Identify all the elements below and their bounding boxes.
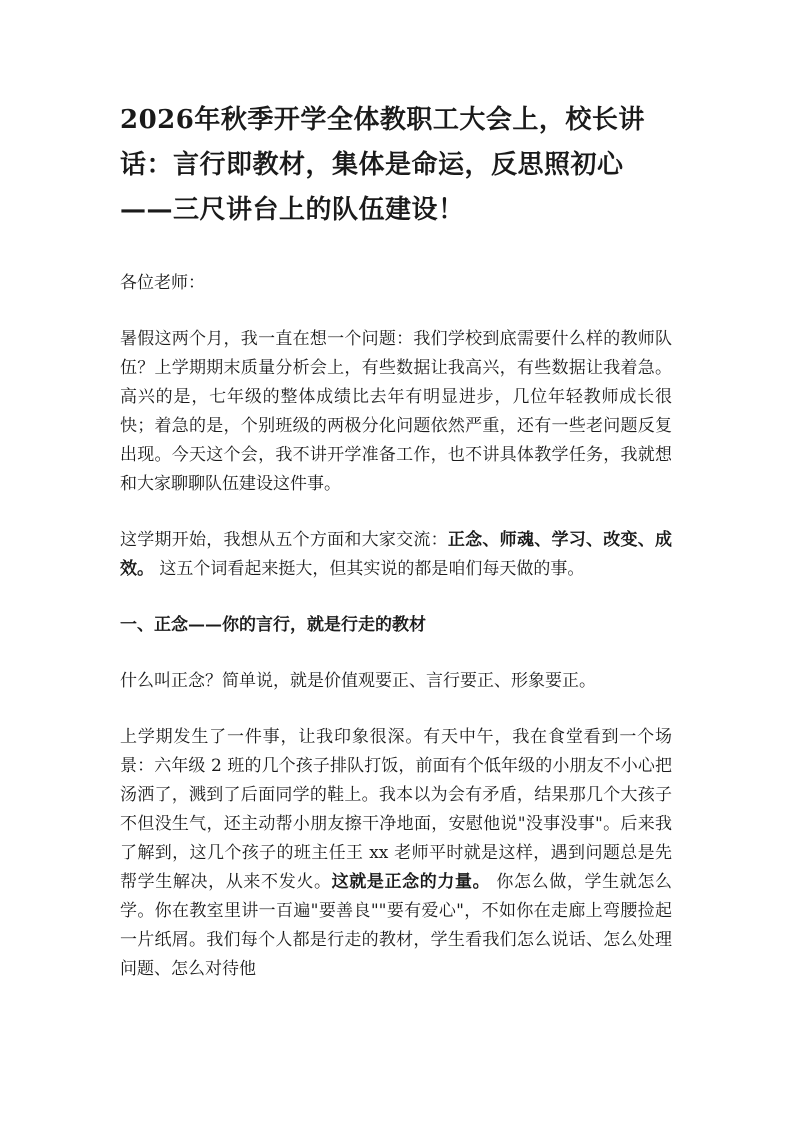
paragraph-text: 这五个词看起来挺大，但其实说的都是咱们每天做的事。 — [154, 559, 585, 579]
section-heading-1: 一、正念——你的言行，就是行走的教材 — [120, 615, 426, 635]
paragraph-five-aspects — [120, 526, 672, 584]
document-page — [120, 98, 672, 1011]
paragraph-intro: 暑假这两个月，我一直在想一个问题：我们学校到底需要什么样的教师队伍？上学期期末质量分析会上，有些数据让我高兴，有些数据让我着急。高兴的是，七年级的整体成绩比去年有明显进步，几位年轻教师成长很快；着急的是，个别班级的两极分化问题依然严重，还有一些老问题反复出现。今天这个会，我不讲开学准备工作，也不讲具体教学任务，我就想和大家聊聊队伍建设这件事。 — [120, 329, 672, 494]
paragraph-story — [120, 723, 672, 984]
paragraph-text: 你怎么做，学生就怎么学。你在教室里讲一百遍"要善良""要有爱心"，不如你在走廊上弯腰捡起一片纸屑。我们每个人都是行走的教材，学生看我们怎么说话、怎么处理问题、怎么对待他 — [120, 872, 673, 979]
bold-emphasis: 这就是正念的力量。 — [331, 872, 491, 892]
bold-keywords: 正念、师魂、学习、改变、成效。 — [120, 530, 673, 579]
paragraph-text: 上学期发生了一件事，让我印象很深。有天中午，我在食堂看到一个场景：六年级 2 班的几个孩子排队打饭，前面有个低年级的小朋友不小心把汤洒了，溅到了后面同学的鞋上。我本以为会有矛盾，结果那几个大孩子不但没生气，还主动帮小朋友擦干净地面，安慰他说"没事没事"。后来我了解到，这几个孩子的班主任王 xx 老师平时就是这样，遇到问题总是先帮学生解决，从来不发火。 — [120, 727, 672, 892]
document-title: 2026年秋季开学全体教职工大会上，校长讲话：言行即教材，集体是命运，反思照初心——三尺讲台上的队伍建设！ — [120, 105, 645, 225]
paragraph-definition: 什么叫正念？简单说，就是价值观要正、言行要正、形象要正。 — [120, 671, 596, 691]
salutation: 各位老师： — [120, 273, 205, 293]
paragraph-text: 这学期开始，我想从五个方面和大家交流： — [120, 530, 448, 550]
